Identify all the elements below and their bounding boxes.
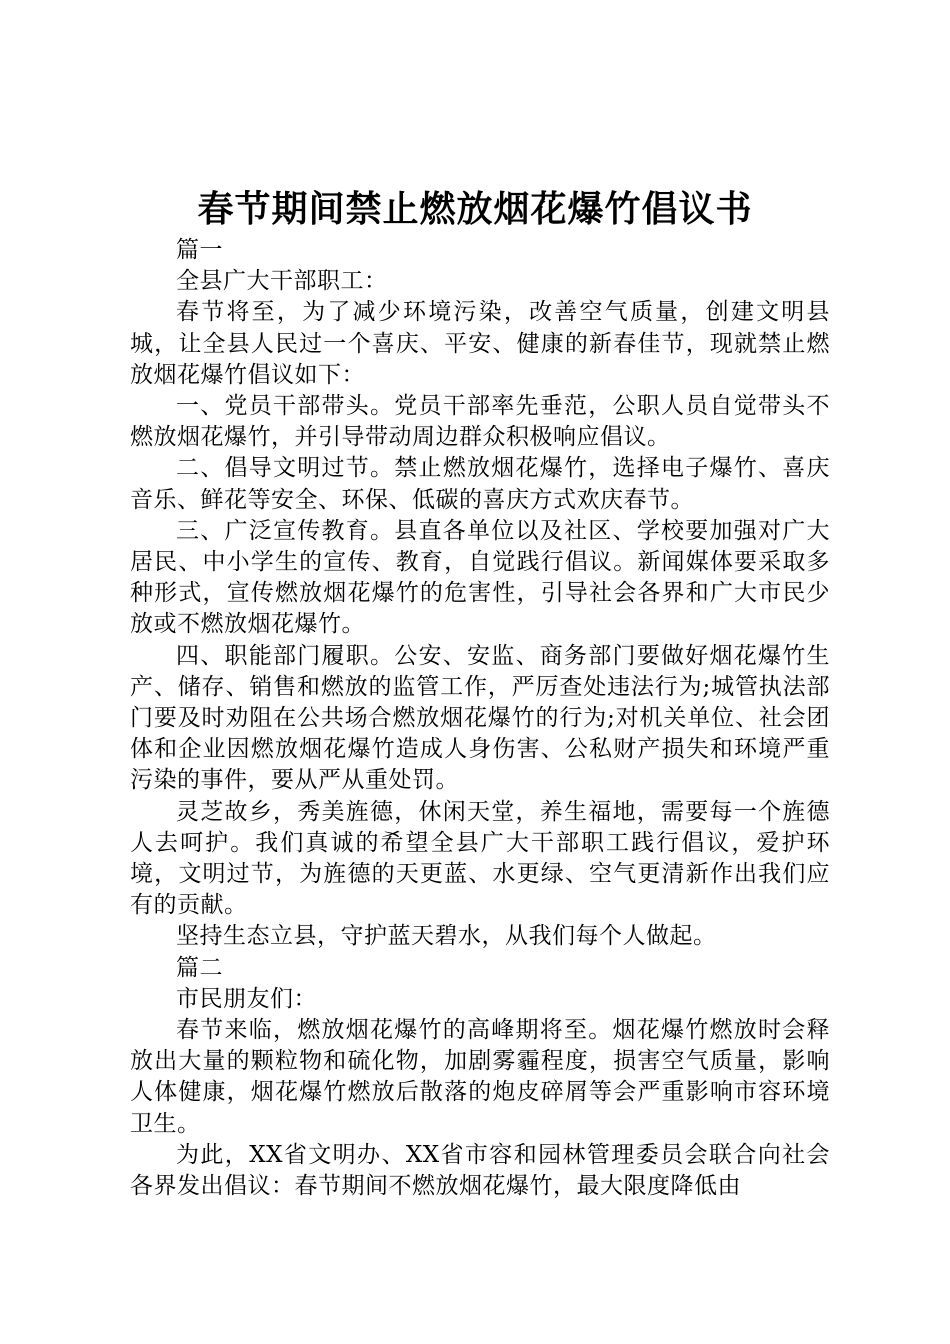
paragraph: 为此，XX省文明办、XX省市容和园林管理委员会联合向社会各界发出倡议：春节期间不燃放烟花爆竹，最大限度降低由	[130, 1141, 830, 1200]
paragraph: 二、倡导文明过节。禁止燃放烟花爆竹，选择电子爆竹、喜庆音乐、鲜花等安全、环保、低碳的喜庆方式欢庆春节。	[130, 455, 830, 513]
section-heading-1: 篇一	[176, 237, 223, 263]
salutation-2: 市民朋友们：	[176, 985, 317, 1012]
paragraph: 春节将至，为了减少环境污染，改善空气质量，创建文明县城，让全县人民过一个喜庆、平安、健康的新春佳节，现就禁止燃放烟花爆竹倡议如下：	[130, 299, 830, 388]
paragraph: 三、广泛宣传教育。县直各单位以及社区、学校要加强对广大居民、中小学生的宣传、教育，自觉践行倡议。新闻媒体要采取多种形式，宣传燃放烟花爆竹的危害性，引导社会各界和广大市民少放或不燃放烟花爆竹。	[130, 517, 830, 638]
document-body	[130, 235, 830, 1202]
paragraph: 一、党员干部带头。党员干部率先垂范，公职人员自觉带头不燃放烟花爆竹，并引导带动周边群众积极响应倡议。	[130, 393, 830, 451]
salutation-1: 全县广大干部职工：	[176, 268, 388, 295]
paragraph: 坚持生态立县，守护蓝天碧水，从我们每个人做起。	[176, 923, 717, 950]
paragraph: 灵芝故乡，秀美旌德，休闲天堂，养生福地，需要每一个旌德人去呵护。我们真诚的希望全县广大干部职工践行倡议，爱护环境，文明过节，为旌德的天更蓝、水更绿、空气更清新作出我们应有的贡献。	[130, 798, 830, 919]
paragraph: 四、职能部门履职。公安、安监、商务部门要做好烟花爆竹生产、储存、销售和燃放的监管工作，严厉查处违法行为;城管执法部门要及时劝阻在公共场合燃放烟花爆竹的行为;对机关单位、社会团体和企业因燃放烟花爆竹造成人身伤害、公私财产损失和环境严重污染的事件，要从严从重处罚。	[130, 642, 830, 794]
paragraph: 春节来临，燃放烟花爆竹的高峰期将至。烟花爆竹燃放时会释放出大量的颗粒物和硫化物，加剧雾霾程度，损害空气质量，影响人体健康，烟花爆竹燃放后散落的炮皮碎屑等会严重影响市容环境卫生。	[130, 1017, 830, 1137]
document-title: 春节期间禁止燃放烟花爆竹倡议书	[197, 188, 753, 230]
section-heading-2: 篇二	[176, 954, 223, 981]
